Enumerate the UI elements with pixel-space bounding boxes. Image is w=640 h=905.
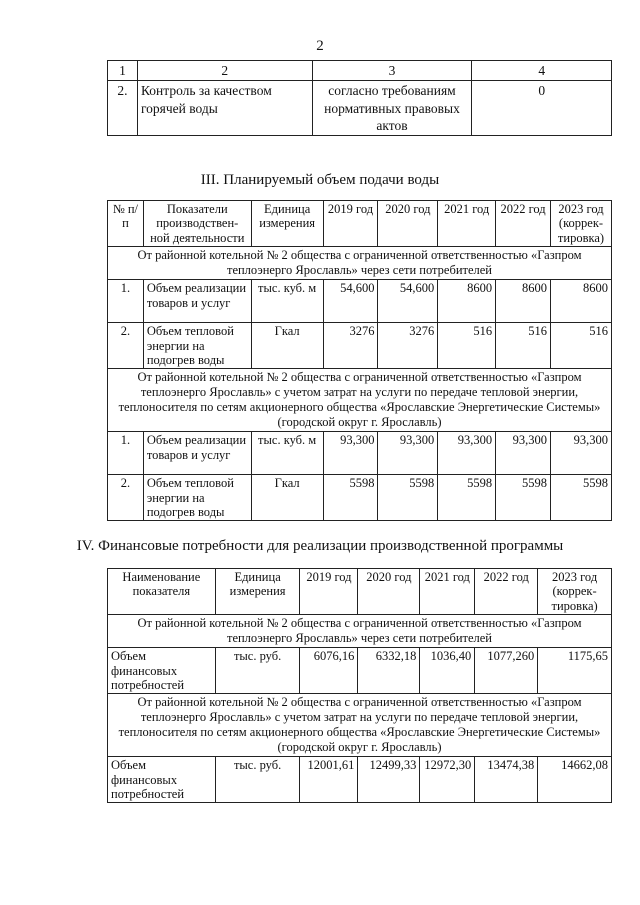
group-title: От районной котельной № 2 общества с ограниченной ответственностью «Газпром теплоэнерго Ярославль» с учетом затрат на услуги по передаче тепловой энергии, теплоносителя по сетям акционерного общества «Ярославские Энергетические Системы» (городской округ г. Ярославль) (108, 369, 612, 432)
indicator-basis: согласно требованиям нормативных правовых актов (312, 81, 472, 136)
group-title: От районной котельной № 2 общества с ограниченной ответственностью «Газпром теплоэнерго Ярославль» через сети потребителей (108, 615, 612, 648)
unit-cell: тыс. руб. (215, 757, 300, 803)
unit-cell: Гкал (251, 475, 323, 521)
value-2020: 6332,18 (358, 648, 420, 694)
value-2019: 93,300 (323, 432, 378, 475)
header-cell: 2020 год (378, 201, 438, 247)
value-2022: 516 (496, 323, 551, 369)
value-2019: 54,600 (323, 280, 378, 323)
header-cell: 2022 год (475, 569, 538, 615)
row-number: 2. (108, 323, 144, 369)
indicator-name: Контроль за качеством горячей воды (137, 81, 312, 136)
indicator-name: Объем финансовых потребностей (108, 757, 216, 803)
indicator-name: Объем реализации товаров и услуг (143, 280, 251, 323)
table-row (108, 81, 612, 136)
indicator-value: 0 (472, 81, 612, 136)
table-row (108, 280, 612, 323)
column-number-cell: 1 (108, 61, 138, 81)
value-2021: 5598 (438, 475, 496, 521)
header-cell: 2021 год (438, 201, 496, 247)
value-2020: 12499,33 (358, 757, 420, 803)
page-number: 2 (316, 38, 324, 54)
value-2022: 13474,38 (475, 757, 538, 803)
header-cell: 2022 год (496, 201, 551, 247)
value-2021: 516 (438, 323, 496, 369)
column-number-cell: 3 (312, 61, 472, 81)
header-cell: Наименование показателя (108, 569, 216, 615)
indicator-name: Объем финансовых потребностей (108, 648, 216, 694)
value-2020: 3276 (378, 323, 438, 369)
header-cell: 2021 год (420, 569, 475, 615)
quality-control-table (107, 60, 612, 136)
unit-cell: тыс. куб. м (251, 280, 323, 323)
column-number-cell: 2 (137, 61, 312, 81)
header-cell: Единица измерения (215, 569, 300, 615)
unit-cell: тыс. руб. (215, 648, 300, 694)
table-header-row (108, 201, 612, 247)
header-cell: № п/п (108, 201, 144, 247)
group-title-row (108, 369, 612, 432)
group-title: От районной котельной № 2 общества с ограниченной ответственностью «Газпром теплоэнерго Ярославль» с учетом затрат на услуги по передаче тепловой энергии, теплоносителя по сетям акционерного общества «Ярославские Энергетические Системы» (городской округ г. Ярославль) (108, 694, 612, 757)
value-2020: 5598 (378, 475, 438, 521)
group-title: От районной котельной № 2 общества с ограниченной ответственностью «Газпром теплоэнерго Ярославль» через сети потребителей (108, 247, 612, 280)
row-number: 2. (108, 475, 144, 521)
value-2023: 93,300 (551, 432, 612, 475)
section-3-title: III. Планируемый объем подачи воды (200, 172, 440, 188)
value-2023: 8600 (551, 280, 612, 323)
header-cell: 2019 год (300, 569, 358, 615)
value-2020: 54,600 (378, 280, 438, 323)
financial-needs-table (107, 568, 612, 803)
header-cell: 2020 год (358, 569, 420, 615)
table-row (108, 648, 612, 694)
value-2023: 14662,08 (538, 757, 612, 803)
value-2019: 6076,16 (300, 648, 358, 694)
value-2022: 8600 (496, 280, 551, 323)
table-header-row (108, 569, 612, 615)
indicator-name: Объем реализации товаров и услуг (143, 432, 251, 475)
section-4-title: IV. Финансовые потребности для реализации производственной программы (76, 538, 564, 554)
value-2022: 1077,260 (475, 648, 538, 694)
group-title-row (108, 615, 612, 648)
water-volume-table (107, 200, 612, 521)
table-row (108, 323, 612, 369)
value-2019: 3276 (323, 323, 378, 369)
table-header-row (108, 61, 612, 81)
value-2019: 12001,61 (300, 757, 358, 803)
header-cell: 2023 год (коррек-тировка) (551, 201, 612, 247)
row-number: 2. (108, 81, 138, 136)
table-row (108, 475, 612, 521)
group-title-row (108, 247, 612, 280)
value-2019: 5598 (323, 475, 378, 521)
header-cell: 2019 год (323, 201, 378, 247)
value-2023: 1175,65 (538, 648, 612, 694)
value-2021: 1036,40 (420, 648, 475, 694)
table-row (108, 757, 612, 803)
indicator-name: Объем тепловой энергии на подогрев воды (143, 323, 251, 369)
value-2022: 5598 (496, 475, 551, 521)
header-cell: Единица измерения (251, 201, 323, 247)
column-number-cell: 4 (472, 61, 612, 81)
table-row (108, 432, 612, 475)
indicator-name: Объем тепловой энергии на подогрев воды (143, 475, 251, 521)
unit-cell: тыс. куб. м (251, 432, 323, 475)
row-number: 1. (108, 280, 144, 323)
value-2022: 93,300 (496, 432, 551, 475)
value-2023: 5598 (551, 475, 612, 521)
unit-cell: Гкал (251, 323, 323, 369)
row-number: 1. (108, 432, 144, 475)
value-2020: 93,300 (378, 432, 438, 475)
value-2021: 8600 (438, 280, 496, 323)
header-cell: 2023 год (коррек-тировка) (538, 569, 612, 615)
value-2023: 516 (551, 323, 612, 369)
value-2021: 93,300 (438, 432, 496, 475)
value-2021: 12972,30 (420, 757, 475, 803)
group-title-row (108, 694, 612, 757)
header-cell: Показатели производствен-ной деятельности (143, 201, 251, 247)
